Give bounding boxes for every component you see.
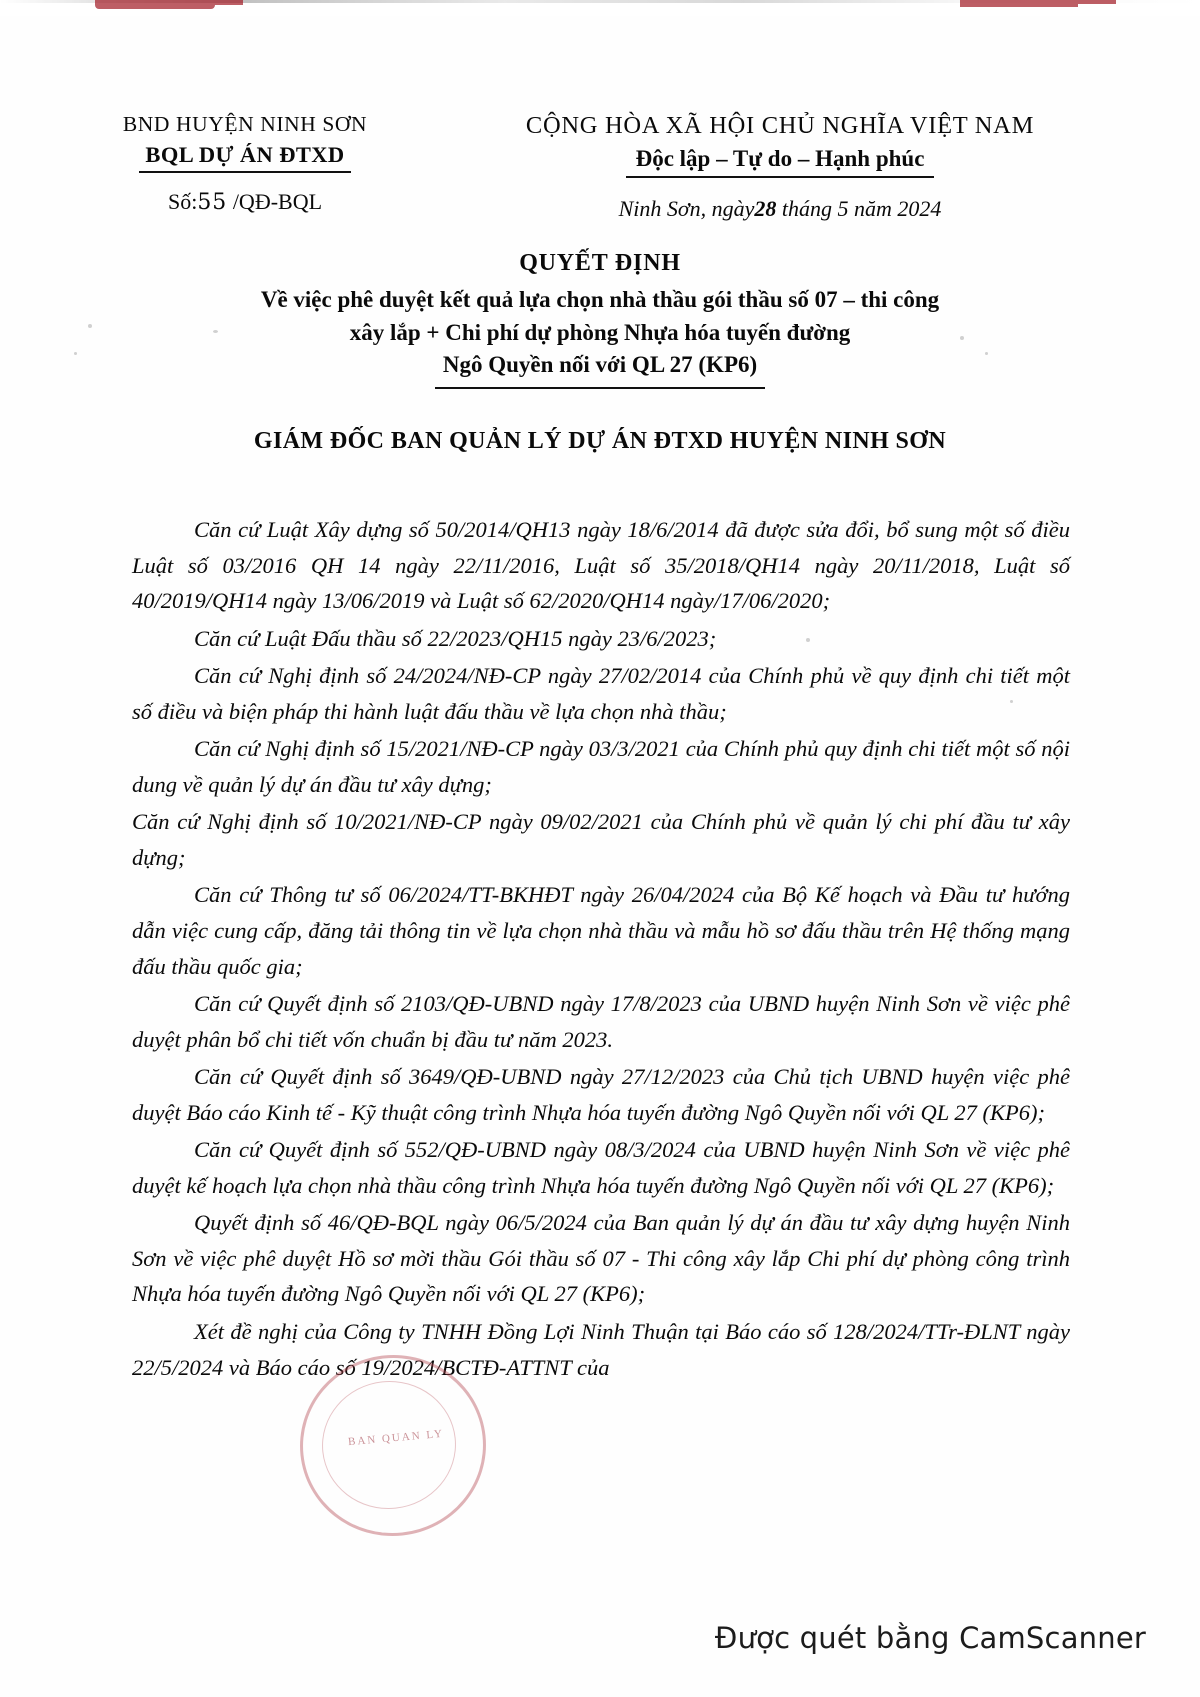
legal-basis-paragraph: Căn cứ Quyết định số 2103/QĐ-UBND ngày 17/8/2023 của UBND huyện Ninh Sơn về việc phê duyệt phân bổ chi tiết vốn chuẩn bị đầu tư năm 2023. — [132, 991, 1070, 1052]
legal-basis-paragraph: Căn cứ Thông tư số 06/2024/TT-BKHĐT ngày 26/04/2024 của Bộ Kế hoạch và Đầu tư hướng dẫn việc cung cấp, đăng tải thông tin về lựa chọn nhà thầu và mẫu hồ sơ đấu thầu trên Hệ thống mạng đấu thầu quốc gia; — [132, 882, 1070, 979]
scan-red-mark — [960, 0, 1078, 7]
decision-subject-line-3: Ngô Quyền nối với QL 27 (KP6) — [442, 352, 758, 378]
camscanner-watermark: Được quét bằng CamScanner — [714, 1621, 1146, 1655]
decision-title-block — [0, 250, 1200, 389]
document-body — [132, 512, 1070, 1387]
legal-basis-paragraph: Quyết định số 46/QĐ-BQL ngày 06/5/2024 của Ban quản lý dự án đầu tư xây dựng huyện Ninh Sơn về việc phê duyệt Hồ sơ mời thầu Gói thầu số 07 - Thi công xây lắp Chi phí dự phòng công trình Nhựa hóa tuyến đường Ngô Quyền nối với QL 27 (KP6); — [132, 1210, 1070, 1307]
legal-basis-paragraph: Căn cứ Luật Đấu thầu số 22/2023/QH15 ngày 23/6/2023; — [194, 625, 717, 651]
scan-red-mark — [215, 0, 243, 5]
national-heading-block — [460, 112, 1100, 222]
place-date-suffix: tháng 5 năm 2024 — [781, 196, 942, 221]
official-seal-label: BAN QUAN LY — [347, 1427, 445, 1449]
decision-subject-line-2: xây lắp + Chi phí dự phòng Nhựa hóa tuyến đường — [349, 319, 851, 345]
document-number-value: 55 — [197, 190, 228, 215]
title-underline-rule — [435, 387, 765, 389]
legal-basis-paragraph: Căn cứ Nghị định số 10/2021/NĐ-CP ngày 09/02/2021 của Chính phủ về quản lý chi phí đầu tư xây dựng; — [132, 809, 1070, 870]
legal-basis-paragraph: Căn cứ Quyết định số 3649/QĐ-UBND ngày 27/12/2023 của Chủ tịch UBND huyện việc phê duyệt Báo cáo Kinh tế - Kỹ thuật công trình Nhựa hóa tuyến đường Ngô Quyền nối với QL 27 (KP6); — [132, 1064, 1070, 1125]
legal-basis-paragraph: Căn cứ Quyết định số 552/QĐ-UBND ngày 08/3/2024 của UBND huyện Ninh Sơn về việc phê duyệt kế hoạch lựa chọn nhà thầu công trình Nhựa hóa tuyến đường Ngô Quyền nối với QL 27 (KP6); — [132, 1137, 1070, 1198]
scan-red-mark — [95, 0, 215, 9]
decision-subject-line-1: Về việc phê duyệt kết quả lựa chọn nhà thầu gói thầu số 07 – thi công — [260, 287, 940, 312]
document-number — [30, 189, 460, 215]
legal-basis-paragraph: Căn cứ Luật Xây dựng số 50/2014/QH13 ngày 18/6/2014 đã được sửa đổi, bổ sung một số điều Luật số 03/2016 QH 14 ngày 22/11/2016, Luật số 35/2018/QH14 ngày 20/11/2018, Luật số 40/2019/QH14 ngày 13/06/2019 và Luật số 62/2020/QH14 ngày/17/06/2020; — [132, 517, 1070, 614]
national-title: CỘNG HÒA XÃ HỘI CHỦ NGHĨA VIỆT NAM — [525, 112, 1035, 139]
document-number-suffix: /QĐ-BQL — [232, 189, 323, 214]
organization-name: BQL DỰ ÁN ĐTXD — [139, 142, 350, 173]
document-number-label: Số: — [167, 189, 198, 214]
national-motto: Độc lập – Tự do – Hạnh phúc — [626, 146, 935, 178]
place-date-prefix: Ninh Sơn, ngày — [618, 196, 755, 221]
document-header — [0, 112, 1200, 222]
proposal-consideration-paragraph: Xét đề nghị của Công ty TNHH Đồng Lợi Ninh Thuận tại Báo cáo số 128/2024/TTr-ĐLNT ngày 22/5/2024 và Báo cáo số 19/2024/BCTĐ-ATTNT của — [132, 1319, 1070, 1380]
page-title: QUYẾT ĐỊNH — [519, 250, 681, 276]
scan-red-mark — [1078, 0, 1116, 4]
issuing-authority-block — [0, 112, 460, 222]
place-date-day: 28 — [754, 196, 777, 221]
legal-basis-paragraph: Căn cứ Nghị định số 24/2024/NĐ-CP ngày 27/02/2014 của Chính phủ về quy định chi tiết một số điều và biện pháp thi hành luật đấu thầu về lựa chọn nhà thầu; — [132, 663, 1070, 724]
legal-basis-paragraph: Căn cứ Nghị định số 15/2021/NĐ-CP ngày 03/3/2021 của Chính phủ quy định chi tiết một số nội dung về quản lý dự án đầu tư xây dựng; — [132, 736, 1070, 797]
decision-subject — [0, 284, 1200, 382]
parent-organization: BND HUYỆN NINH SƠN — [122, 112, 368, 136]
signing-authority-heading: GIÁM ĐỐC BAN QUẢN LÝ DỰ ÁN ĐTXD HUYỆN NINH SƠN — [253, 428, 947, 454]
place-and-date — [460, 196, 1100, 222]
